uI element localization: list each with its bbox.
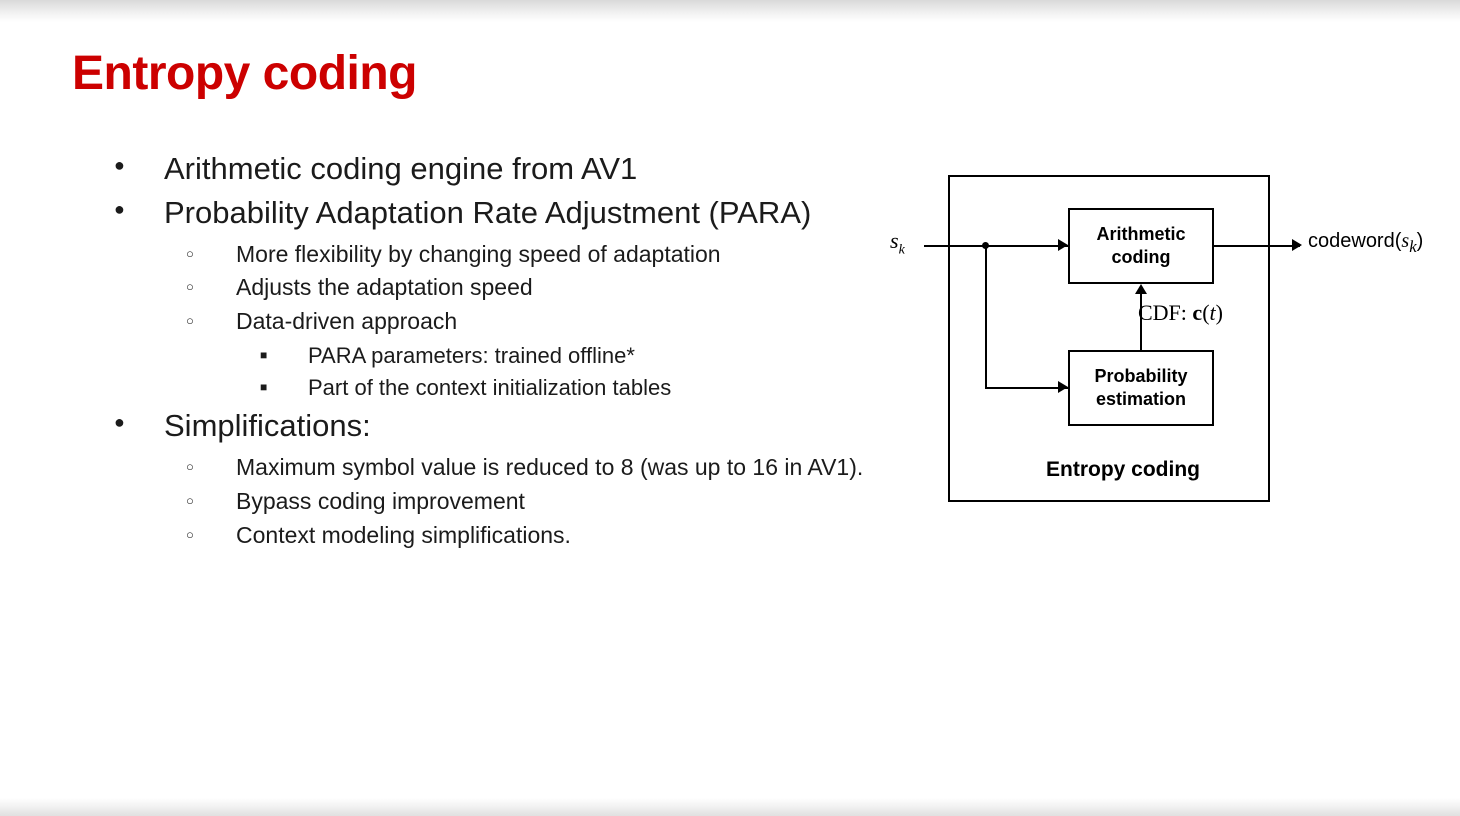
list-item [164,271,882,304]
input-symbol-label [890,228,905,258]
arithmetic-coding-block [1068,208,1214,284]
cdf-paren-close: ) [1215,300,1223,325]
bullet-content [92,148,882,553]
probability-estimation-label: Probability estimation [1094,365,1188,409]
bullet-text: ○ Context modeling simplifications. [236,519,882,552]
bullet-text: ■ Part of the context initialization tables [308,372,882,404]
list-item [236,340,882,372]
list-item [164,238,882,271]
cdf-label [1138,300,1223,326]
input-arrow-icon [1058,239,1068,251]
bullet-list-level2 [164,238,882,404]
cdf-variable-text: c [1192,300,1203,325]
cdf-argument-text: t [1209,300,1216,325]
bullet-text: ● Probability Adaptation Rate Adjustment (PARA) [164,192,882,234]
cdf-prefix-text: CDF: [1138,300,1193,325]
bullet-list-level2 [164,451,882,551]
list-item [164,305,882,403]
codeword-paren-close: ) [1416,230,1424,252]
probability-input-arrow-icon [1058,381,1068,393]
list-item [164,485,882,518]
bullet-text: ● Simplifications: [164,405,882,447]
feedback-down-line [985,245,987,388]
input-symbol-text: s [890,228,899,253]
output-line [1214,245,1300,247]
input-symbol-subscript: k [898,242,905,258]
codeword-output-label [1308,230,1423,257]
top-gradient-band [0,0,1460,22]
bullet-text: ○ Maximum symbol value is reduced to 8 (was up to 16 in AV1). [236,451,882,484]
list-item [164,451,882,484]
list-item [236,372,882,404]
list-item [164,519,882,552]
codeword-subscript: k [1409,237,1417,256]
output-arrow-icon [1292,239,1302,251]
entropy-coding-container-label: Entropy coding [1046,458,1200,481]
bullet-text: ■ PARA parameters: trained offline* [308,340,882,372]
entropy-coding-diagram [880,160,1450,520]
cdf-arrow-icon [1135,284,1147,294]
bullet-text: ● Arithmetic coding engine from AV1 [164,148,882,190]
probability-estimation-block [1068,350,1214,426]
list-item [92,405,882,551]
page-title: Entropy coding [72,47,417,100]
bottom-gradient-band [0,798,1460,816]
bullet-text: ○ Data-driven approach [236,305,882,338]
codeword-text: codeword( [1308,230,1402,252]
bullet-text: ○ More flexibility by changing speed of adaptation [236,238,882,271]
input-line [924,245,1070,247]
arithmetic-coding-label: Arithmetic coding [1096,223,1186,267]
bullet-list-level1 [92,148,882,551]
list-item [92,192,882,404]
codeword-variable: s [1401,230,1410,252]
bullet-list-level3 [236,340,882,404]
bullet-text: ○ Adjusts the adaptation speed [236,271,882,304]
cdf-paren-open: ( [1202,300,1210,325]
bullet-text: ○ Bypass coding improvement [236,485,882,518]
list-item [92,148,882,190]
